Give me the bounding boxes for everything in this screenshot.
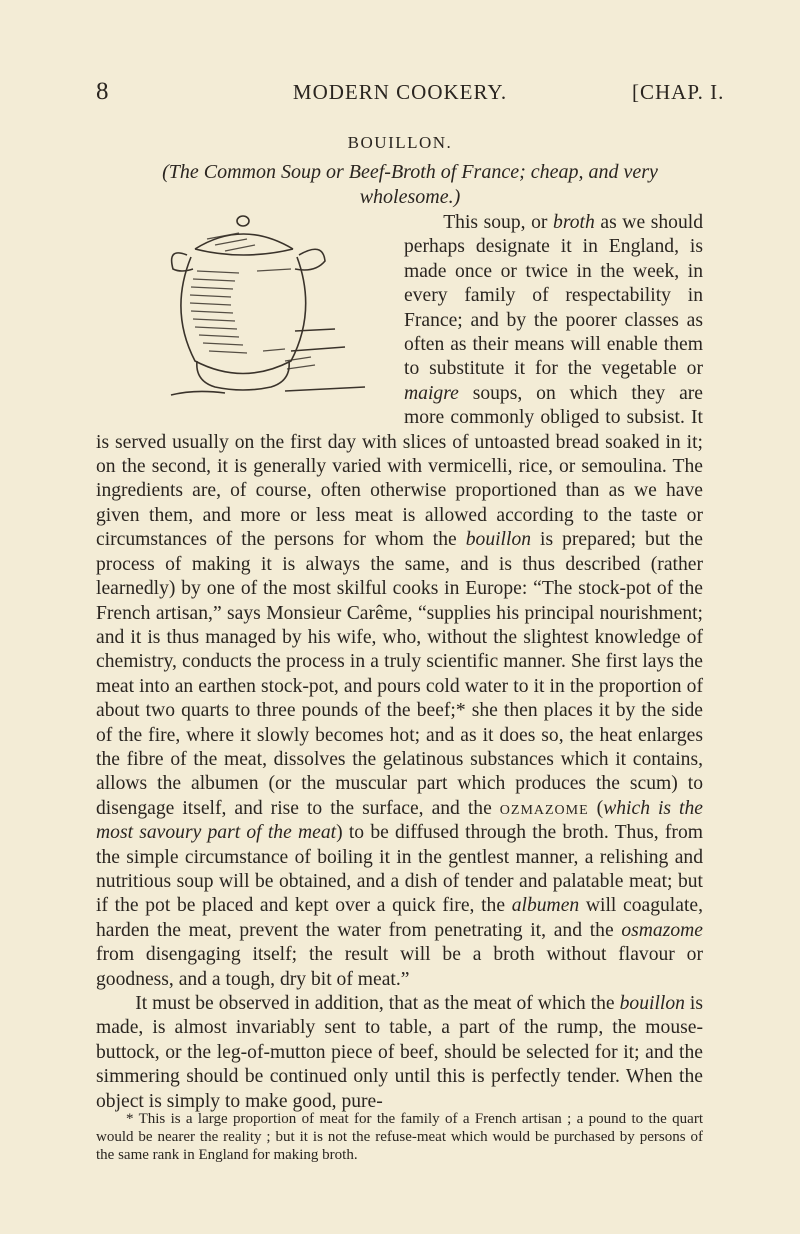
section-heading: BOUILLON. bbox=[347, 133, 453, 152]
paragraph-1: This soup, or broth as we should perhaps designate it in England, is made once or twice in the week, in every family of respectability in France; and by the poorer classes as often as their means will enable them to substitute it for the vegetable or maigre soups, on which they are more commonly obliged to subsist. It is served usually on the first day with slices of untoasted bread soaked in it; on the second, it is generally varied with vermicelli, rice, or semoulina. The ingredients are, of course, often otherwise proportioned than as we have given them, and more or less meat is allowed according to the taste or circumstances of the persons for whom the bouillon is prepared; but the process of making it is always the same, and is thus described (rather learnedly) by one of the most skilful cooks in Europe: “The stock-pot of the French artisan,” says Monsieur Carême, “supplies his principal nourishment; and it is thus managed by his wife, who, without the slightest knowledge of chemistry, conducts the process in a truly scientific manner. She first lays the meat into an earthen stock-pot, and pours cold water to it in the proportion of about two quarts to three pounds of the beef;* she then places it by the side of the fire, where it slowly becomes hot; and as it does so, the heat enlarges the fibre of the meat, dissolves the gelatinous substances which it contains, allows the albumen (or the muscular part which produces the scum) to disengage itself, and rise to the surface, and the ozmazome (which is the most savoury part of the meat) to be diffused through the broth. Thus, from the simple circumstance of boiling it in the gentlest manner, a relishing and nutritious soup will be obtained, and a dish of tender and palatable meat; but if the pot be placed and kept over a quick fire, the albumen will coagulate, harden the meat, prevent the water from penetrating it, and the osmazome from disengaging itself; the result will be a broth without flavour or goodness, and a tough, dry bit of meat.” bbox=[96, 212, 703, 990]
footnote bbox=[96, 1110, 703, 1164]
page-number: 8 bbox=[96, 78, 110, 105]
paragraph-2: It must be observed in addition, that as the meat of which the bouillon is made, is almost invariably sent to table, a part of the rump, the mouse-buttock, or the leg-of-mutton piece of beef, should be selected for it; and the simmering should be continued only until this is perfectly tender. When the object is simply to make good, pure- bbox=[96, 993, 703, 1112]
stock-pot-icon bbox=[135, 211, 435, 411]
running-header bbox=[0, 78, 800, 108]
body-text bbox=[96, 211, 703, 1114]
running-title: MODERN COOKERY. bbox=[292, 80, 508, 104]
section-subtitle: (The Common Soup or Beef-Broth of France; cheap, and very wholesome.) bbox=[162, 161, 658, 208]
stock-pot-illustration bbox=[96, 211, 396, 411]
chapter-marker: [CHAP. I. bbox=[632, 80, 725, 104]
footnote-text: * This is a large proportion of meat for the family of a French artisan ; a pound to the quart would be nearer the reality ; but it is not the refuse-meat which would be purchased by persons of the same rank in England for making broth. bbox=[96, 1111, 703, 1163]
